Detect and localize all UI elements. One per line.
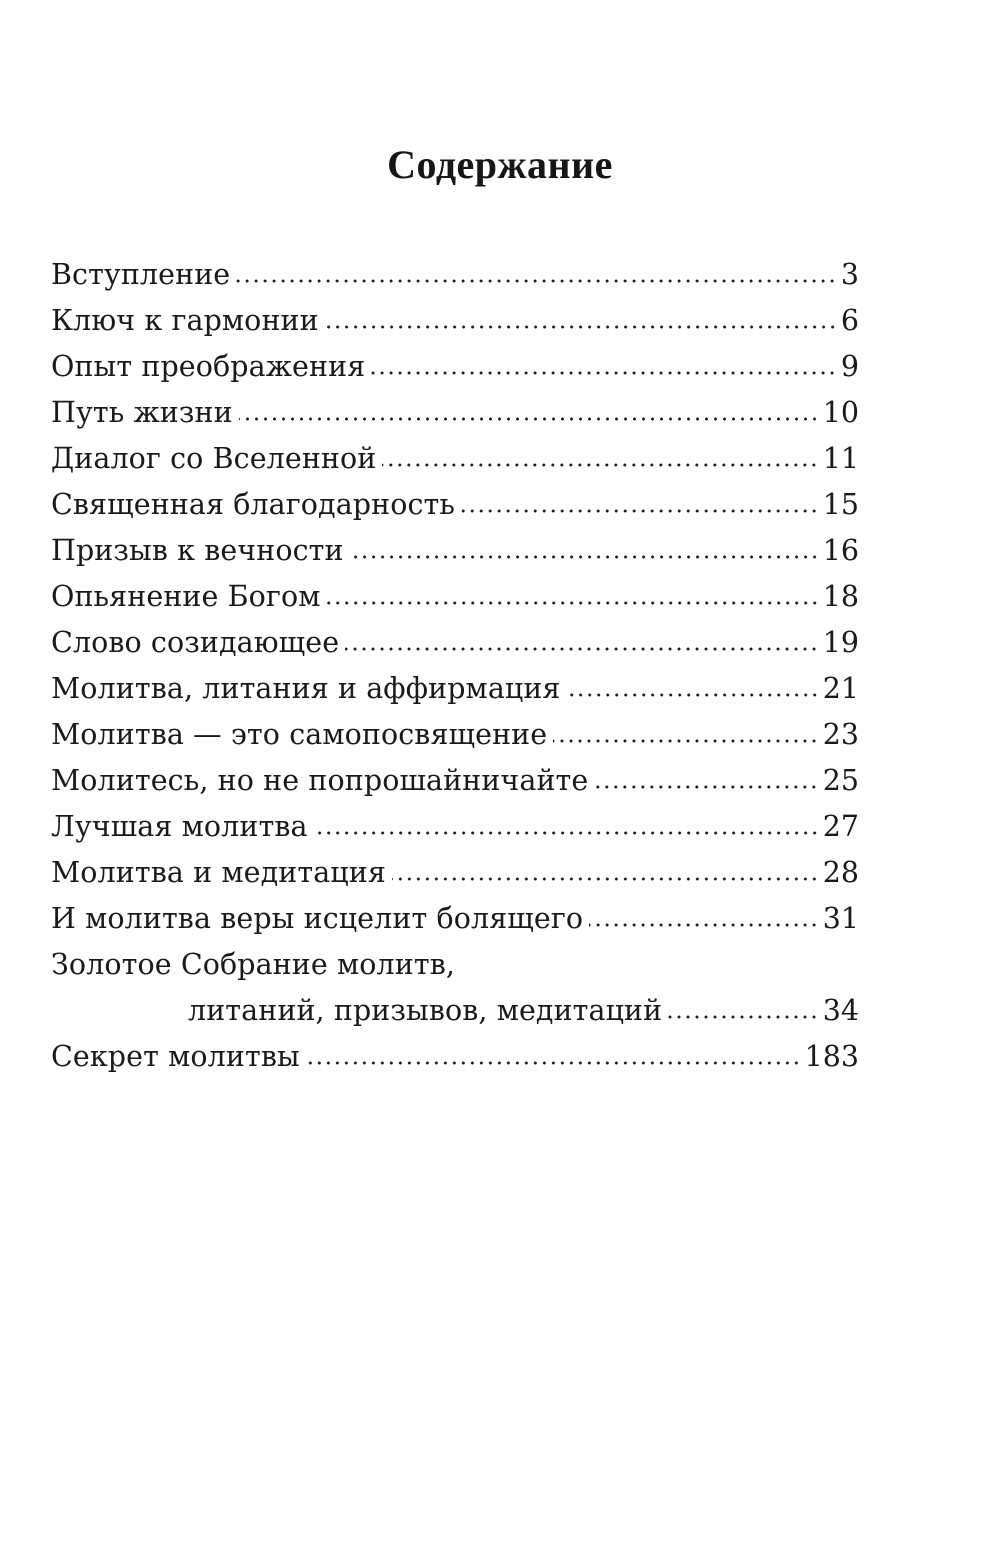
toc-entry-page: 31	[822, 902, 859, 935]
toc-entry	[51, 896, 859, 942]
toc-entry	[51, 528, 859, 574]
toc-entry	[51, 850, 859, 896]
toc-entry	[51, 436, 859, 482]
toc-entry-page: 23	[822, 718, 859, 751]
toc-dot-leader	[350, 555, 819, 559]
toc-dot-leader	[392, 877, 819, 881]
toc-dot-leader	[314, 831, 819, 835]
toc-entry-title: И молитва веры исцелит болящего	[51, 902, 584, 935]
toc-entry-title: Диалог со Вселенной	[51, 442, 377, 475]
toc-entry-page: 9	[840, 350, 859, 383]
toc-dot-leader	[325, 325, 837, 329]
toc-entry-title: Молитва — это самопосвящение	[51, 718, 548, 751]
toc-entry	[51, 620, 859, 666]
toc-dot-leader	[594, 785, 818, 789]
toc-entry-title: Молитва, литания и аффирмация	[51, 672, 561, 705]
toc-entry	[51, 666, 859, 712]
toc-entry-page: 15	[822, 488, 859, 521]
toc-entry	[51, 1034, 859, 1080]
toc-entry	[51, 252, 859, 298]
toc-entry-title: Вступление	[51, 258, 231, 291]
toc-entry	[51, 712, 859, 758]
toc-entry-title: Секрет молитвы	[51, 1040, 300, 1073]
toc-dot-leader	[589, 923, 819, 927]
toc-entry-title: Лучшая молитва	[51, 810, 308, 843]
toc-dot-leader	[382, 463, 818, 467]
toc-entry-page: 183	[804, 1040, 859, 1073]
toc-entry	[51, 482, 859, 528]
toc-entry-page: 27	[822, 810, 859, 843]
toc-entry	[51, 344, 859, 390]
toc-entry-page: 34	[822, 994, 859, 1027]
toc-list	[51, 252, 859, 1080]
toc-dot-leader	[306, 1061, 801, 1065]
toc-entry	[51, 804, 859, 850]
toc-entry-continuation	[51, 988, 859, 1034]
toc-entry	[51, 298, 859, 344]
toc-entry-title: Золотое Собрание молитв,	[51, 948, 456, 981]
toc-entry-title: Молитва и медитация	[51, 856, 386, 889]
toc-entry-page: 10	[822, 396, 859, 429]
toc-dot-leader	[461, 509, 819, 513]
toc-dot-leader	[345, 647, 819, 651]
toc-dot-leader	[553, 739, 818, 743]
toc-entry-page: 21	[822, 672, 859, 705]
toc-heading: Содержание	[387, 141, 613, 187]
toc-entry	[51, 574, 859, 620]
toc-entry-title-continued: литаний, призывов, медитаций	[188, 994, 663, 1027]
toc-dot-leader	[327, 601, 819, 605]
toc-entry-title: Священная благодарность	[51, 488, 456, 521]
toc-entry-title: Слово созидающее	[51, 626, 340, 659]
toc-entry-page: 11	[822, 442, 859, 475]
toc-entry-title: Молитесь, но не попрошайничайте	[51, 764, 589, 797]
toc-entry-title: Ключ к гармонии	[51, 304, 319, 337]
toc-entry	[51, 390, 859, 436]
toc-entry-page: 3	[840, 258, 859, 291]
toc-entry-title: Путь жизни	[51, 396, 233, 429]
toc-entry-page: 6	[840, 304, 859, 337]
toc-entry-title: Опыт преображения	[51, 350, 366, 383]
toc-entry	[51, 758, 859, 804]
toc-entry-page: 18	[822, 580, 859, 613]
toc-entry-title: Опьянение Богом	[51, 580, 321, 613]
toc-dot-leader	[236, 279, 837, 283]
toc-entry-page: 19	[822, 626, 859, 659]
toc-entry-page: 28	[822, 856, 859, 889]
toc-dot-leader	[371, 371, 837, 375]
toc-dot-leader	[668, 1015, 818, 1019]
toc-entry-page: 25	[822, 764, 859, 797]
toc-dot-leader	[239, 417, 819, 421]
toc-entry-title: Призыв к вечности	[51, 534, 344, 567]
toc-entry-page: 16	[822, 534, 859, 567]
toc-dot-leader	[567, 693, 819, 697]
toc-entry	[51, 942, 859, 988]
